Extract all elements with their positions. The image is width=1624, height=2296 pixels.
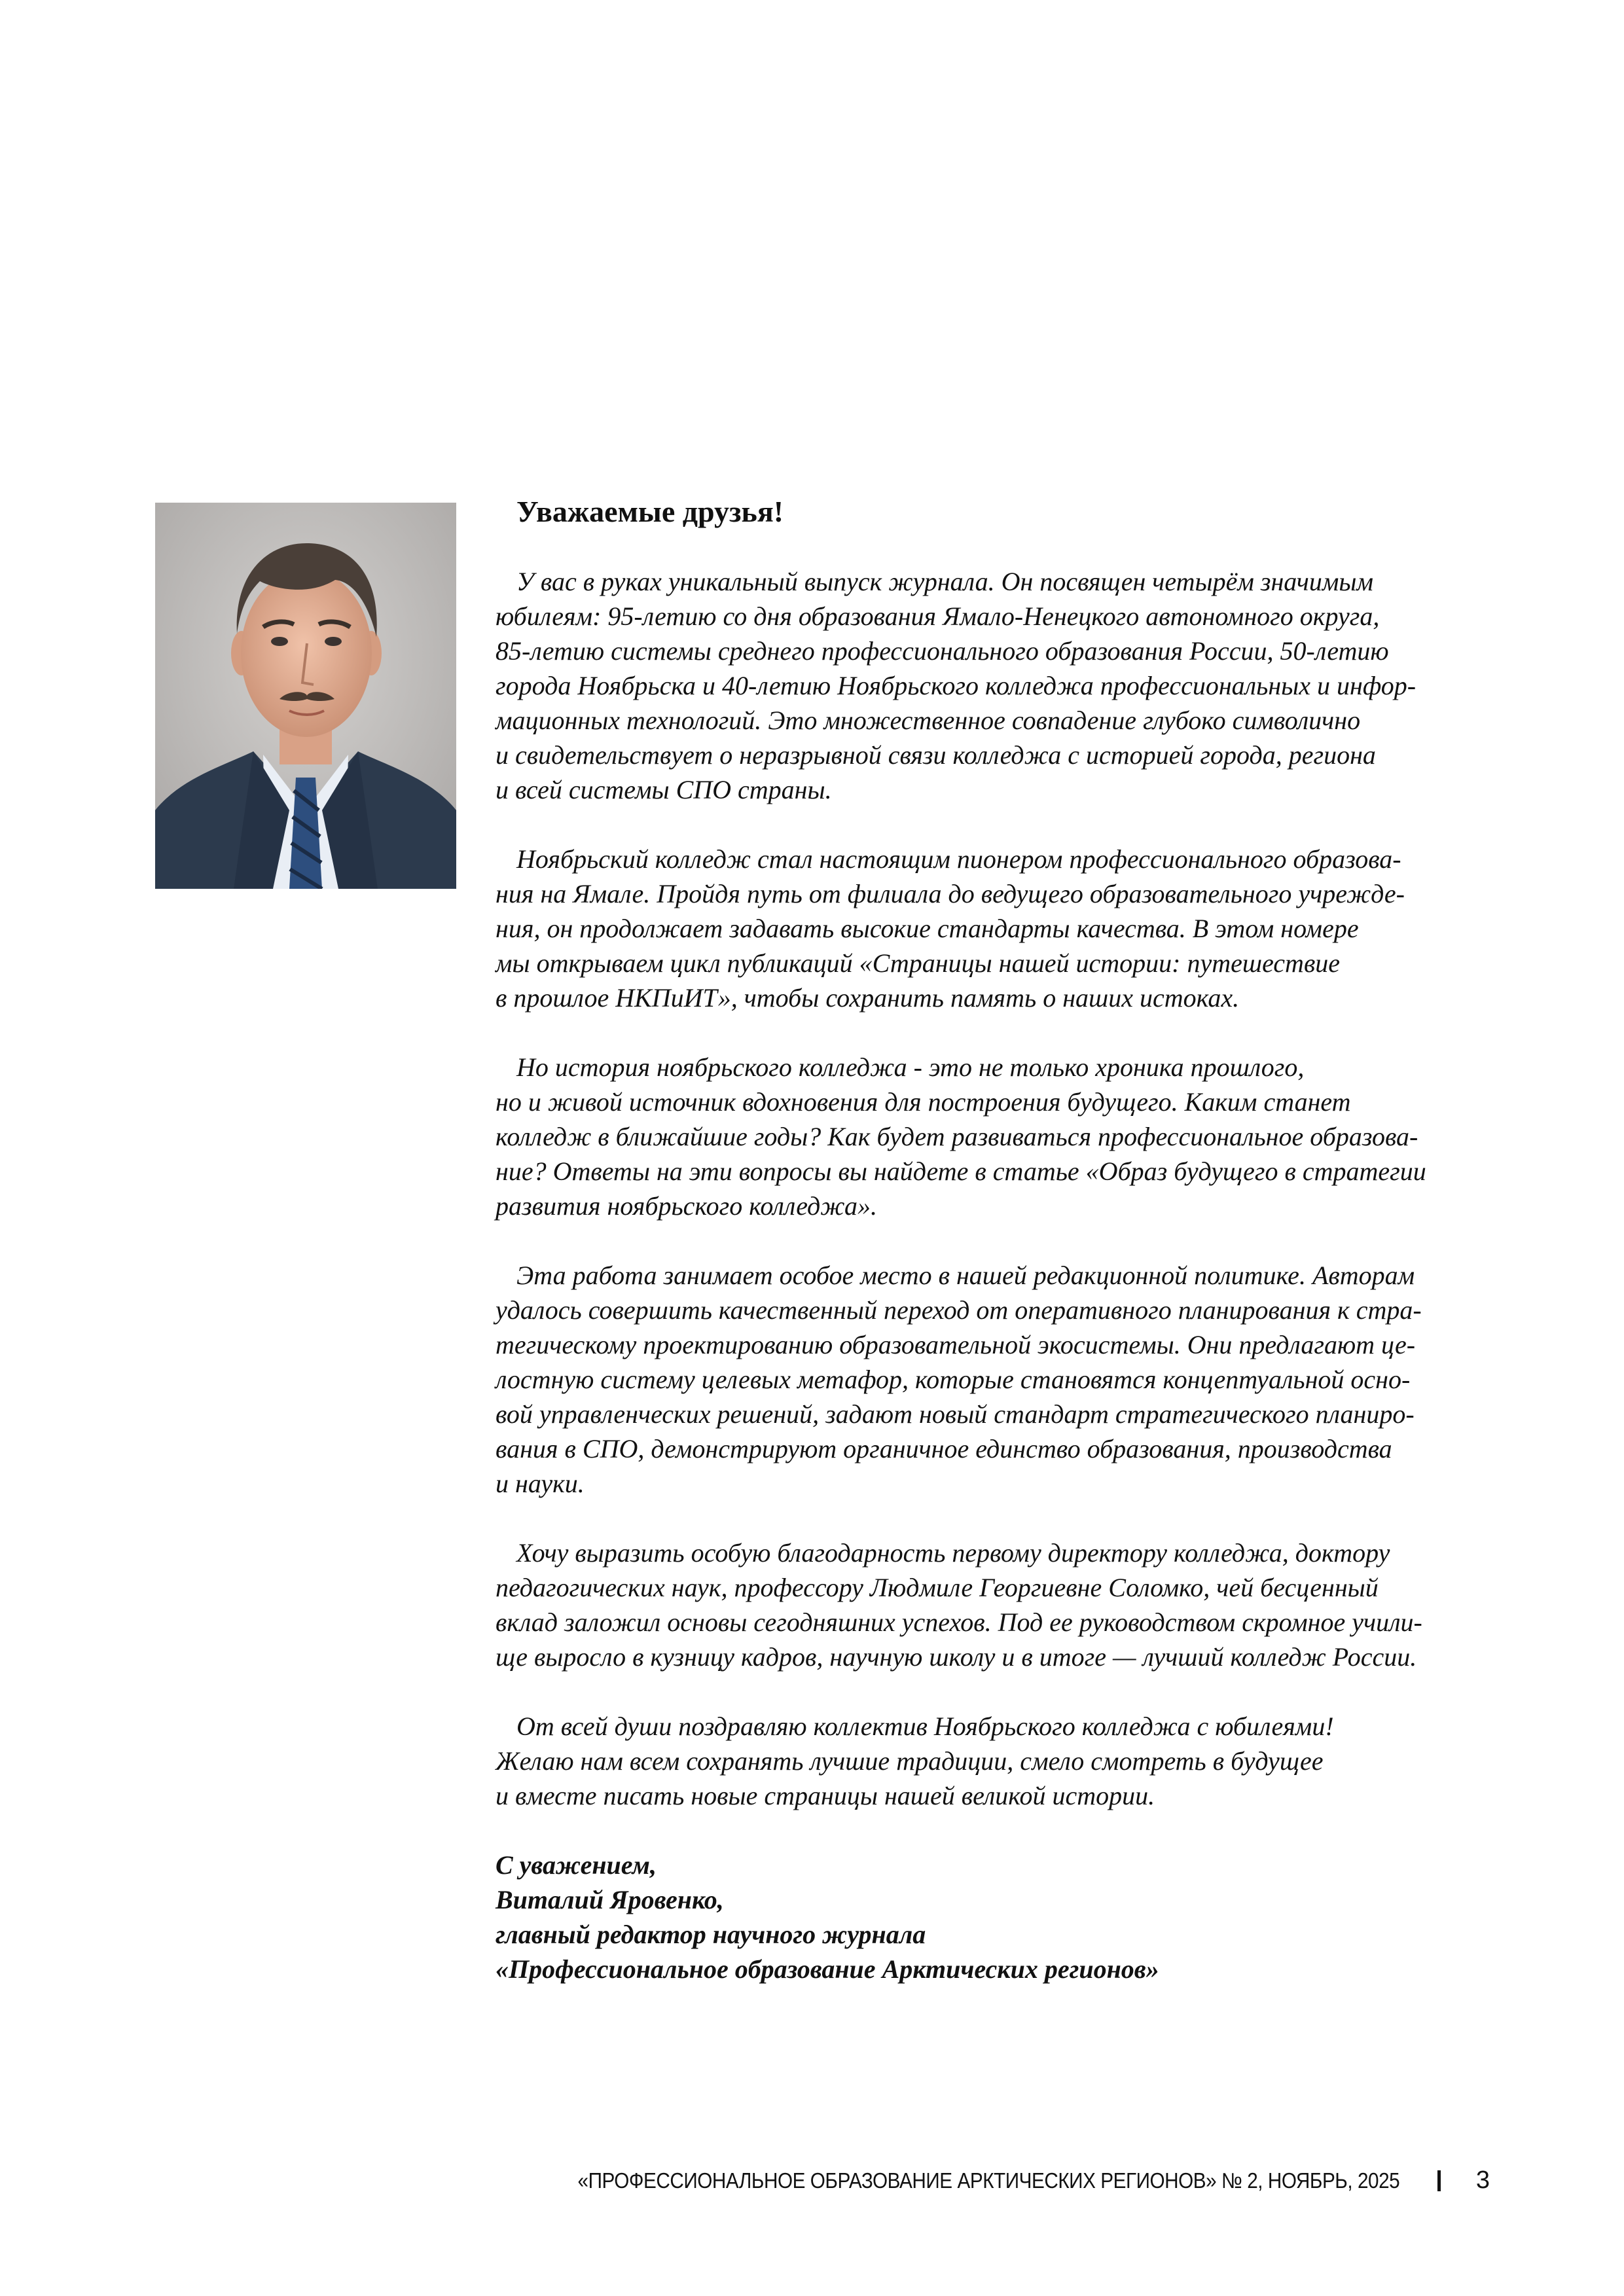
paragraph-line: и вместе писать новые страницы нашей великой истории. <box>496 1781 1155 1810</box>
paragraph-line: Ноябрьский колледж стал настоящим пионером профессионального образова- <box>516 844 1401 874</box>
paragraph-line: тегическому проектированию образовательной экосистемы. Они предлагают це- <box>496 1330 1416 1359</box>
paragraph-line: и свидетельствует о неразрывной связи колледжа с историей города, региона <box>496 740 1376 770</box>
paragraph-line: 85-летию системы среднего профессионального образования России, 50-летию <box>496 636 1389 666</box>
paragraph-line: От всей души поздравляю коллектив Ноябрьского колледжа с юбилеями! <box>516 1712 1334 1741</box>
letter-greeting: Уважаемые друзья! <box>516 495 784 528</box>
paragraph-line: вклад заложил основы сегодняшних успехов. Под ее руководством скромное учили- <box>496 1607 1422 1637</box>
paragraph-line: вой управленческих решений, задают новый стандарт стратегического планиро- <box>496 1399 1415 1429</box>
paragraph-line: но и живой источник вдохновения для построения будущего. Каким станет <box>496 1087 1351 1117</box>
paragraph-line: города Ноябрьска и 40-летию Ноябрьского колледжа профессиональных и инфор- <box>496 671 1416 700</box>
footer-journal-title: «ПРОФЕССИОНАЛЬНОЕ ОБРАЗОВАНИЕ АРКТИЧЕСКИХ РЕГИОНОВ» № 2, НОЯБРЬ, 2025 <box>577 2168 1399 2193</box>
letter-signature <box>496 1848 1484 1986</box>
paragraph-line: колледж в ближайшие годы? Как будет развиваться профессиональное образова- <box>496 1122 1418 1151</box>
paragraph-line: развития ноябрьского колледжа». <box>496 1191 877 1221</box>
letter-paragraph <box>496 1709 1484 1813</box>
footer-divider <box>1437 2170 1441 2191</box>
letter-paragraph <box>496 564 1484 807</box>
letter-paragraph <box>496 1535 1484 1674</box>
paragraph-line: педагогических наук, профессору Людмиле Георгиевне Соломко, чей бесценный <box>496 1573 1379 1602</box>
paragraph-line: ние? Ответы на эти вопросы вы найдете в статье «Образ будущего в стратегии <box>496 1157 1426 1186</box>
paragraph-line: ще выросло в кузницу кадров, научную школу и в итоге — лучший колледж России. <box>496 1642 1417 1672</box>
paragraph-line: Хочу выразить особую благодарность первому директору колледжа, доктору <box>516 1538 1390 1568</box>
editorial-letter <box>496 492 1484 1986</box>
signature-line: главный редактор научного журнала <box>496 1920 926 1949</box>
signature-line: Виталий Яровенко, <box>496 1885 724 1914</box>
paragraph-line: и всей системы СПО страны. <box>496 775 832 804</box>
paragraph-line: и науки. <box>496 1469 585 1498</box>
letter-paragraph <box>496 1050 1484 1223</box>
letter-body <box>496 564 1484 1813</box>
paragraph-line: Желаю нам всем сохранять лучшие традиции, смело смотреть в будущее <box>496 1746 1324 1776</box>
paragraph-line: У вас в руках уникальный выпуск журнала. Он посвящен четырём значимым <box>516 567 1374 596</box>
paragraph-line: вания в СПО, демонстрируют органичное единство образования, производства <box>496 1434 1392 1463</box>
paragraph-line: Но история ноябрьского колледжа - это не только хроника прошлого, <box>516 1052 1305 1082</box>
paragraph-line: мы открываем цикл публикаций «Страницы нашей истории: путешествие <box>496 948 1341 978</box>
page-footer <box>486 2166 1490 2195</box>
page-number: 3 <box>1475 2166 1490 2194</box>
paragraph-line: юбилеям: 95-летию со дня образования Ямало-Ненецкого автономного округа, <box>496 601 1380 631</box>
signature-line: С уважением, <box>496 1850 657 1880</box>
letter-paragraph <box>496 1258 1484 1501</box>
paragraph-line: в прошлое НКПиИТ», чтобы сохранить память о наших истоках. <box>496 983 1240 1013</box>
paragraph-line: удалось совершить качественный переход от оперативного планирования к стра- <box>496 1295 1422 1325</box>
paragraph-line: ния на Ямале. Пройдя путь от филиала до ведущего образовательного учрежде- <box>496 879 1405 908</box>
letter-paragraph <box>496 842 1484 1015</box>
paragraph-line: лостную систему целевых метафор, которые становятся концептуальной осно- <box>496 1365 1411 1394</box>
paragraph-line: мационных технологий. Это множественное совпадение глубоко символично <box>496 706 1361 735</box>
paragraph-line: ния, он продолжает задавать высокие стандарты качества. В этом номере <box>496 914 1359 943</box>
signature-line: «Профессиональное образование Арктических регионов» <box>496 1954 1159 1984</box>
portrait-illustration <box>155 503 456 889</box>
author-portrait <box>155 503 456 889</box>
paragraph-line: Эта работа занимает особое место в нашей редакционной политике. Авторам <box>516 1261 1415 1290</box>
